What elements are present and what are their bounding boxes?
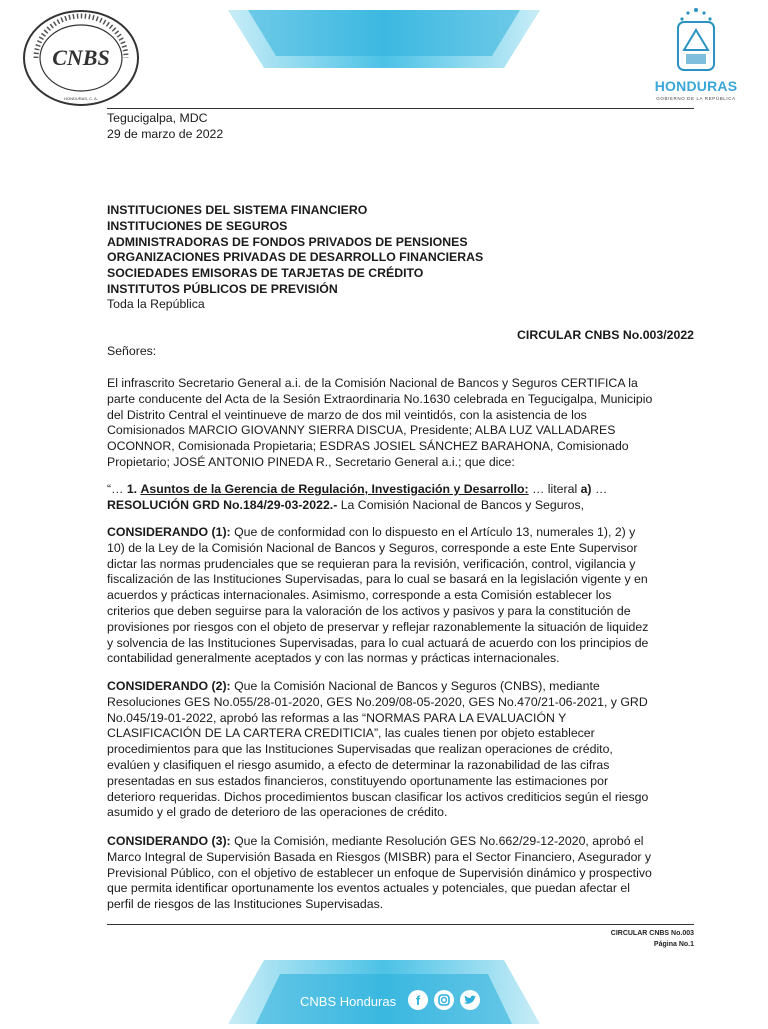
addressee-line: ORGANIZACIONES PRIVADAS DE DESARROLLO FINANCIERAS xyxy=(107,250,484,265)
government-subtitle: GOBIERNO DE LA REPÚBLICA xyxy=(656,96,736,101)
considerando-label: CONSIDERANDO (1): xyxy=(107,525,231,539)
twitter-icon[interactable] xyxy=(460,990,480,1010)
svg-text:CNBS: CNBS xyxy=(52,45,110,70)
addressee-line: SOCIEDADES EMISORAS DE TARJETAS DE CRÉDITO xyxy=(107,266,424,281)
paragraph-line: contabilidad generalmente aceptados y con las normas y prácticas internacionales. xyxy=(107,651,560,666)
cnbs-seal-logo xyxy=(22,8,140,108)
literal-letter: a) xyxy=(580,482,592,496)
paragraph-line: del Distrito Central el veintinueve de marzo de dos mil veintidós, con la asistencia de los xyxy=(107,407,587,422)
paragraph-line: criterios que deben seguirse para la valoración de los activos y pasivos y para la constitución de xyxy=(107,603,631,618)
paragraph-line: deterioro requeridas. Dichos procedimientos buscan clasificar los activos crediticios según el riesgo xyxy=(107,789,649,804)
paragraph-line: presentadas en sus estados financieros, constituyendo oportunamente las estimaciones por xyxy=(107,773,609,788)
considerando-2 xyxy=(107,679,694,821)
resolution-text: La Comisión Nacional de Bancos y Seguros, xyxy=(337,497,585,512)
considerando-1 xyxy=(107,525,694,667)
paragraph-line: y solvencia de las Instituciones Supervisadas, para lo cual actuará de acuerdo con los principios de xyxy=(107,635,649,650)
paragraph-line: acuerdos y prácticas internacionales. Asimismo, corresponde a esta Comisión establecer los xyxy=(107,588,612,603)
paragraph-line: procedimientos para que las Instituciones Supervisadas que realizan operaciones de crédito, xyxy=(107,742,613,757)
paragraph-line: El infrascrito Secretario General a.i. de la Comisión Nacional de Bancos y Seguros CERTIFICA la xyxy=(107,376,638,390)
addressee-line: INSTITUCIONES DE SEGUROS xyxy=(107,218,288,233)
page-number: Página No.1 xyxy=(653,941,694,948)
addressee-line: INSTITUCIONES DEL SISTEMA FINANCIERO xyxy=(107,203,368,217)
paragraph-line: Propietario; JOSÉ ANTONIO PINEDA R., Secretario General a.i.; que dice: xyxy=(107,454,515,469)
paragraph-line: No.045/19-01-2022, aprobó las reformas a las “NORMAS PARA LA EVALUACIÓN Y xyxy=(107,710,567,725)
footer-divider xyxy=(107,924,694,925)
svg-text:HONDURAS, C. A.: HONDURAS, C. A. xyxy=(64,96,98,101)
paragraph-line: provisiones por riesgos con el objeto de preservar y reflejar razonablemente la situación de liquidez xyxy=(107,619,649,634)
footer-banner xyxy=(228,960,540,1024)
paragraph-line: Marco Integral de Supervisión Basada en Riesgos (MISBR) para el Sector Financiero, Asegurador y xyxy=(107,849,652,864)
salutation: Señores: xyxy=(107,344,157,358)
item-title: Asuntos de la Gerencia de Regulación, Investigación y Desarrollo: xyxy=(140,482,529,496)
paragraph-line: que permita identificar oportunamente los eventos actuales y potenciales, que puedan afectar el xyxy=(107,881,630,896)
considerando-label: CONSIDERANDO (3): xyxy=(107,834,231,848)
addressee-line: ADMINISTRADORAS DE FONDOS PRIVADOS DE PENSIONES xyxy=(107,234,468,249)
paragraph-line: evalúen y clasifiquen el riesgo asumido, a efecto de determinar la razonabilidad de las cifras xyxy=(107,757,610,772)
considerando-text: Que la Comisión Nacional de Bancos y Seguros (CNBS), mediante xyxy=(230,679,600,693)
paragraph-line: dictar las normas prudenciales que se requieran para la revisión, verificación, control, vigilancia y xyxy=(107,556,636,571)
resolution-paragraph xyxy=(107,482,694,514)
circular-reference: CIRCULAR CNBS No.003/2022 xyxy=(517,328,694,342)
considerando-text: Que de conformidad con lo dispuesto en el Artículo 13, numerales 1), 2) y xyxy=(230,525,636,539)
considerando-label: CONSIDERANDO (2): xyxy=(107,679,231,693)
paragraph-line: OCONNOR, Comisionada Propietaria; ESDRAS JOSIEL SÁNCHEZ BARAHONA, Comisionado xyxy=(107,439,629,454)
header-divider xyxy=(107,108,694,109)
honduras-government-logo xyxy=(646,4,746,108)
addressee-scope: Toda la República xyxy=(107,297,205,311)
item-number: 1. xyxy=(126,482,138,496)
circular-short: CIRCULAR CNBS No.003 xyxy=(610,930,694,937)
paragraph-line: asumido y el grado de deterioro de las operaciones de crédito. xyxy=(107,805,448,820)
header-banner xyxy=(228,10,540,68)
svg-text:f: f xyxy=(415,993,421,1008)
considerando-3 xyxy=(107,834,694,913)
considerando-text: Que la Comisión, mediante Resolución GES No.662/29-12-2020, aprobó el xyxy=(230,834,644,848)
paragraph-line: fiscalización de las Instituciones Supervisadas, para lo cual se basará en la legislación vigente y en xyxy=(107,572,648,587)
place: Tegucigalpa, MDC xyxy=(107,111,208,125)
paragraph-line: 10) de la Ley de la Comisión Nacional de Bancos y Seguros, corresponde a este Ente Supervisor xyxy=(107,540,638,555)
paragraph-line: Previsional Público, con el objetivo de establecer un enfoque de Supervisión dinámico y prospectivo xyxy=(107,865,652,880)
facebook-icon[interactable] xyxy=(408,990,428,1010)
addressee-line: INSTITUTOS PÚBLICOS DE PREVISIÓN xyxy=(107,281,338,296)
addressee-block xyxy=(107,203,694,298)
honduras-wordmark: HONDURAS xyxy=(654,78,738,94)
date: 29 de marzo de 2022 xyxy=(107,126,224,141)
paragraph-line: Comisionados MARCIO GIOVANNY SIERRA DISCUA, Presidente; ALBA LUZ VALLADARES xyxy=(107,423,616,438)
page-info xyxy=(611,928,694,950)
ellipsis: … xyxy=(591,482,608,496)
paragraph-line: perfil de riesgos de las Instituciones Supervisadas. xyxy=(107,897,384,912)
resolution-number: RESOLUCIÓN GRD No.184/29-03-2022.- xyxy=(107,497,338,512)
open-quote: “… xyxy=(107,482,127,496)
place-date xyxy=(107,111,694,143)
paragraph-line: CLASIFICACIÓN DE LA CARTERA CREDITICIA”, las cuales tienen por objeto establecer xyxy=(107,726,595,741)
literal-text: … literal xyxy=(528,482,581,496)
instagram-icon[interactable] xyxy=(434,990,454,1010)
paragraph-line: parte conducente del Acta de la Sesión Extraordinaria No.1630 celebrada en Tegucigalpa, Municipio xyxy=(107,391,653,406)
footer-brand: CNBS Honduras xyxy=(300,994,397,1009)
certification-paragraph xyxy=(107,376,694,471)
paragraph-line: Resoluciones GES No.055/28-01-2020, GES No.209/08-05-2020, GES No.470/21-06-2021, y GRD xyxy=(107,694,648,709)
